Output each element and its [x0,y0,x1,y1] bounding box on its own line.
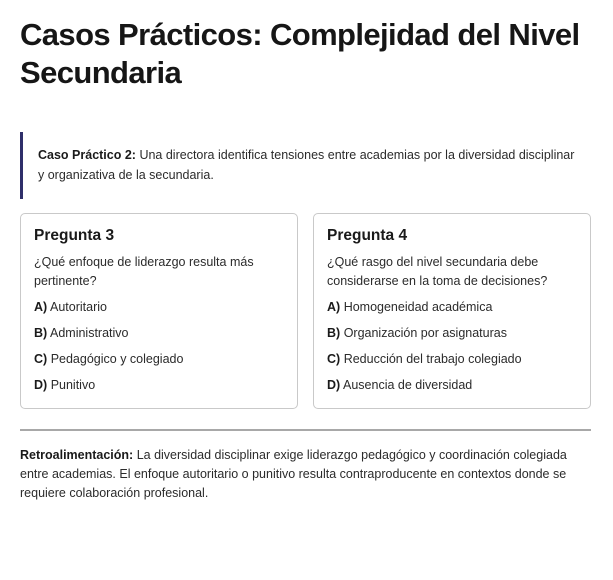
case-label: Caso Práctico 2: [38,148,136,162]
option-letter: C) [34,352,48,366]
option-letter: B) [34,326,48,340]
option-list [34,298,284,395]
feedback-label: Retroalimentación: [20,448,134,462]
option-letter: A) [327,300,341,314]
feedback-text: La diversidad disciplinar exige liderazgo pedagógico y coordinación colegiada entre academias. El enfoque autoritario o punitivo resulta contraproducente en contextos donde se requiere colaboración profesional. [20,448,567,500]
option-text: Administrativo [50,326,129,340]
question-title: Pregunta 3 [34,227,115,244]
option-letter: C) [327,352,341,366]
option-text: Reducción del trabajo colegiado [343,352,522,366]
case-text: Una directora identifica tensiones entre academias por la diversidad disciplinar y organizativa de la secundaria. [38,148,575,182]
question-prompt: ¿Qué enfoque de liderazgo resulta más pertinente? [34,255,254,288]
option-text: Pedagógico y colegiado [50,352,184,366]
question-title: Pregunta 4 [327,227,408,244]
option-letter: D) [34,378,48,392]
option-a[interactable] [327,298,577,317]
question-prompt: ¿Qué rasgo del nivel secundaria debe considerarse en la toma de decisiones? [327,255,548,288]
question-cards [20,213,591,409]
option-letter: D) [327,378,341,392]
option-list [327,298,577,395]
option-d[interactable] [327,376,577,395]
option-a[interactable] [34,298,284,317]
option-d[interactable] [34,376,284,395]
option-letter: B) [327,326,341,340]
option-text: Punitivo [50,378,96,392]
question-card-3 [20,213,298,409]
section-divider [20,429,591,431]
option-text: Ausencia de diversidad [343,378,473,392]
option-c[interactable] [34,350,284,369]
feedback-block [20,446,588,503]
case-callout [20,132,583,199]
option-b[interactable] [34,324,284,343]
option-text: Autoritario [50,300,107,314]
page-title: Casos Prácticos: Complejidad del Nivel Secundaria [20,17,580,90]
option-b[interactable] [327,324,577,343]
option-text: Organización por asignaturas [343,326,507,340]
option-letter: A) [34,300,48,314]
option-text: Homogeneidad académica [343,300,493,314]
question-card-4 [313,213,591,409]
option-c[interactable] [327,350,577,369]
